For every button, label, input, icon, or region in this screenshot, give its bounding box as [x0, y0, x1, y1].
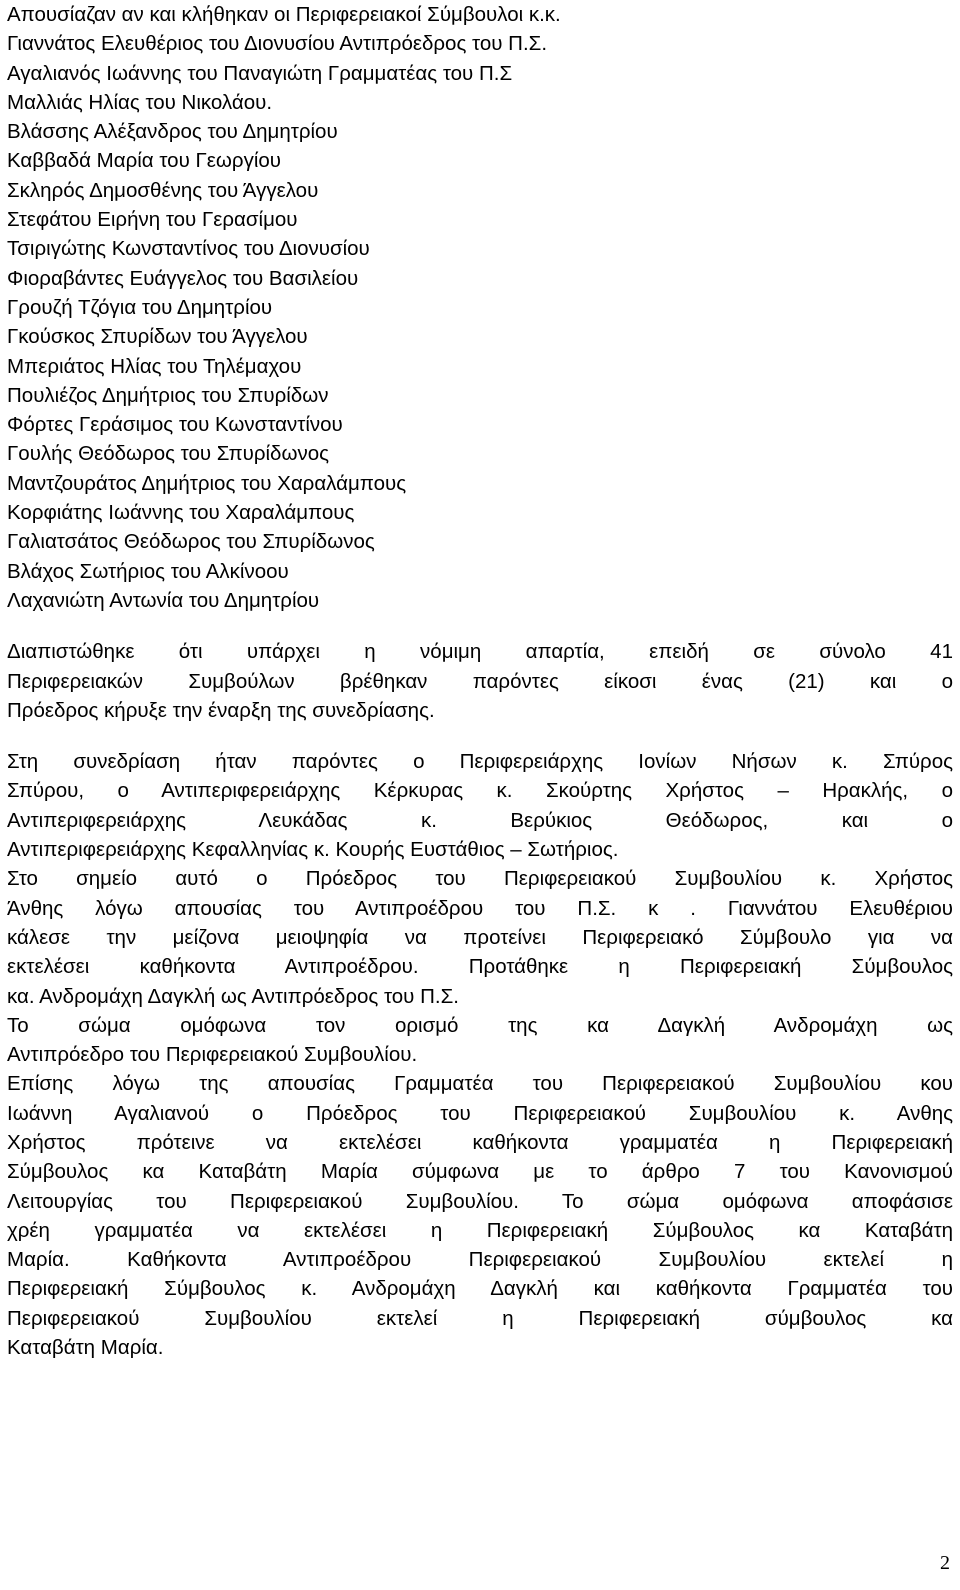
- absent-member: Σκληρός Δημοσθένης του Άγγελου: [7, 178, 319, 202]
- paragraph-line: Περιφερειακού Συμβουλίου εκτελεί η Περιφερειακή σύμβουλος κα: [7, 1306, 953, 1330]
- absent-list: [7, 29, 953, 615]
- document-page: [7, 0, 953, 1362]
- vice-chair-paragraph: [7, 864, 953, 1010]
- approval-paragraph: [7, 1011, 953, 1070]
- paragraph-line: Χρήστος πρότεινε να εκτελέσει καθήκοντα γραμματέα η Περιφερειακή: [7, 1130, 953, 1154]
- absent-member: Βλάσσης Αλέξανδρος του Δημητρίου: [7, 120, 338, 144]
- absent-member: Φιοραβάντες Ευάγγελος του Βασιλείου: [7, 266, 359, 290]
- paragraph-line: Αντιπρόεδρο του Περιφερειακού Συμβουλίου.: [7, 1043, 418, 1067]
- paragraph-line: Περιφερειακών Συμβούλων βρέθηκαν παρόντες είκοσι ένας (21) και ο: [7, 669, 953, 693]
- paragraph-line: Διαπιστώθηκε ότι υπάρχει η νόμιμη απαρτία, επειδή σε σύνολο 41: [7, 640, 953, 664]
- paragraph-line: Σπύρου, ο Αντιπεριφερειάρχης Κέρκυρας κ. Σκούρτης Χρήστος – Ηρακλής, ο: [7, 779, 953, 803]
- paragraph-line: Σύμβουλος κα Καταβάτη Μαρία σύμφωνα με το άρθρο 7 του Κανονισμού: [7, 1160, 953, 1184]
- absent-member: Μπεριάτος Ηλίας του Τηλέμαχου: [7, 354, 302, 378]
- paragraph-line: Αντιπεριφερειάρχης Κεφαλληνίας κ. Κουρής Ευστάθιος – Σωτήριος.: [7, 838, 619, 862]
- page-number: 2: [940, 1552, 950, 1574]
- absent-member: Μαλλιάς Ηλίας του Νικολάου.: [7, 90, 273, 114]
- paragraph-line: Πρόεδρος κήρυξε την έναρξη της συνεδρίασης.: [7, 698, 435, 722]
- paragraph-line: Λειτουργίας του Περιφερειακού Συμβουλίου. Το σώμα ομόφωνα αποφάσισε: [7, 1189, 953, 1213]
- absent-member: Γκούσκος Σπυρίδων του Άγγελου: [7, 325, 308, 349]
- paragraph-line: Το σώμα ομόφωνα τον ορισμό της κα Δαγκλή Ανδρομάχη ως: [7, 1013, 953, 1037]
- absent-member: Μαντζουράτος Δημήτριος του Χαραλάμπους: [7, 471, 407, 495]
- paragraph-line: Μαρία. Καθήκοντα Αντιπροέδρου Περιφερειακού Συμβουλίου εκτελεί η: [7, 1248, 953, 1272]
- quorum-paragraph: [7, 637, 953, 725]
- absent-member: Πουλιέζος Δημήτριος του Σπυρίδων: [7, 383, 329, 407]
- absent-header: Απουσίαζαν αν και κλήθηκαν οι Περιφερειακοί Σύμβουλοι κ.κ.: [7, 3, 561, 26]
- absent-member: Φόρτες Γεράσιμος του Κωνσταντίνου: [7, 413, 343, 437]
- paragraph-line: χρέη γραμματέα να εκτελέσει η Περιφερειακή Σύμβουλος κα Καταβάτη: [7, 1218, 953, 1242]
- presence-paragraph: [7, 747, 953, 864]
- absent-member: Καββαδά Μαρία του Γεωργίου: [7, 149, 281, 173]
- absent-member: Γαλιατσάτος Θεόδωρος του Σπυρίδωνος: [7, 530, 375, 554]
- absent-member: Γουλής Θεόδωρος του Σπυρίδωνος: [7, 442, 329, 466]
- absent-member: Αγαλιανός Ιωάννης του Παναγιώτη Γραμματέας του Π.Σ: [7, 61, 513, 85]
- absent-member: Στεφάτου Ειρήνη του Γερασίμου: [7, 208, 298, 232]
- paragraph-line: Αντιπεριφερειάρχης Λευκάδας κ. Βερύκιος Θεόδωρος, και ο: [7, 808, 953, 832]
- paragraph-line: κα. Ανδρομάχη Δαγκλή ως Αντιπρόεδρος του Π.Σ.: [7, 984, 459, 1008]
- paragraph-line: Περιφερειακή Σύμβουλος κ. Ανδρομάχη Δαγκλή και καθήκοντα Γραμματέα του: [7, 1277, 953, 1301]
- absent-member: Κορφιάτης Ιωάννης του Χαραλάμπους: [7, 501, 355, 525]
- paragraph-line: Καταβάτη Μαρία.: [7, 1336, 164, 1360]
- secretary-paragraph: [7, 1069, 953, 1362]
- absent-member: Γιαννάτος Ελευθέριος του Διονυσίου Αντιπρόεδρος του Π.Σ.: [7, 32, 548, 56]
- absent-member: Γρουζή Τζόγια του Δημητρίου: [7, 295, 273, 319]
- paragraph-line: Στη συνεδρίαση ήταν παρόντες ο Περιφερειάρχης Ιονίων Νήσων κ. Σπύρος: [7, 750, 953, 774]
- paragraph-line: κάλεσε την μείζονα μειοψηφία να προτείνει Περιφερειακό Σύμβουλο για να: [7, 925, 953, 949]
- paragraph-line: Στο σημείο αυτό ο Πρόεδρος του Περιφερειακού Συμβουλίου κ. Χρήστος: [7, 867, 953, 891]
- absent-member: Βλάχος Σωτήριος του Αλκίνοου: [7, 559, 289, 583]
- paragraph-line: Άνθης λόγω απουσίας του Αντιπροέδρου του Π.Σ. κ . Γιαννάτου Ελευθέριου: [7, 896, 953, 920]
- paragraph-line: Ιωάννη Αγαλιανού ο Πρόεδρος του Περιφερειακού Συμβουλίου κ. Ανθης: [7, 1101, 953, 1125]
- paragraph-line: Επίσης λόγω της απουσίας Γραμματέα του Περιφερειακού Συμβουλίου κου: [7, 1072, 953, 1096]
- absent-member: Τσιριγώτης Κωνσταντίνος του Διονυσίου: [7, 237, 370, 261]
- paragraph-line: εκτελέσει καθήκοντα Αντιπροέδρου. Προτάθηκε η Περιφερειακή Σύμβουλος: [7, 955, 953, 979]
- absent-member: Λαχανιώτη Αντωνία του Δημητρίου: [7, 588, 320, 612]
- attendance-section: [7, 0, 953, 615]
